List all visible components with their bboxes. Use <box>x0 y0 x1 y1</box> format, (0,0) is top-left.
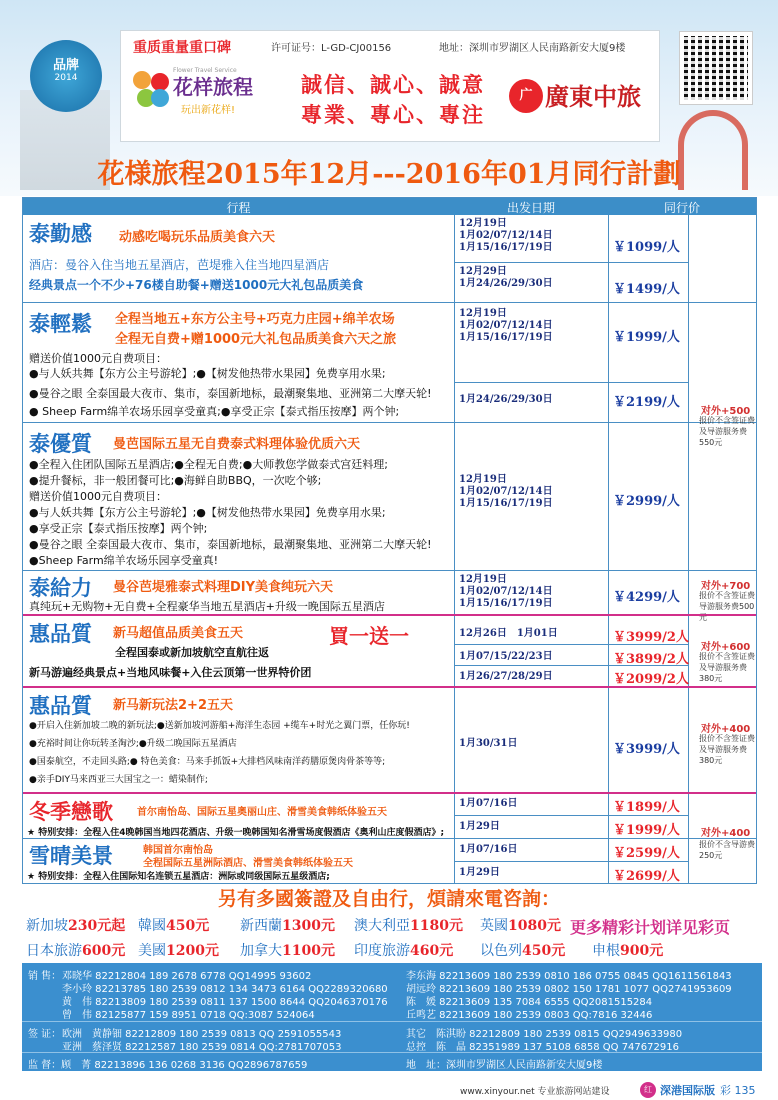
column-divider <box>454 215 455 883</box>
column-divider <box>608 215 609 883</box>
slot-divider <box>454 815 688 816</box>
header-banner <box>0 0 778 196</box>
visa-label: 签 证： <box>28 1029 62 1040</box>
tour-dates <box>459 628 558 640</box>
brand-badge <box>30 40 102 112</box>
visa-item <box>240 915 335 935</box>
extra-note: 报价不含签证费及导游服务费550元 <box>699 416 755 447</box>
visa-country: 加拿大 <box>240 943 282 959</box>
tour-dates <box>459 798 517 810</box>
motto-line-2: 專業、專心、專注 <box>301 103 485 127</box>
date-line: 1月30/31日 <box>459 738 518 749</box>
visa-price: 1200元 <box>166 943 219 959</box>
sales-contact: 丘鸣艺 82213609 180 2539 0803 QQ:7816 32446 <box>406 1010 653 1021</box>
footer <box>0 1082 778 1100</box>
row-divider <box>23 570 756 571</box>
visa-price: 1180元 <box>410 918 463 934</box>
visa-contact: 总控 陈 晶 82351989 137 5108 6858 QQ 747672916 <box>406 1042 679 1053</box>
tour-price: ￥3899/2人 <box>613 652 689 667</box>
date-line: 12月26日 1月01日 <box>459 628 558 639</box>
date-line: 1月29日 <box>459 867 500 878</box>
date-line: 1月02/07/12/14日 <box>459 230 553 241</box>
visa-country: 以色列 <box>480 943 522 959</box>
extra-fee: 对外+600 <box>701 642 751 653</box>
date-line: 1月29日 <box>459 821 500 832</box>
row-divider <box>23 422 756 423</box>
visa-country: 新西蘭 <box>240 918 282 934</box>
footer-url[interactable]: www.xinyour.net 专业旅游网站建设 <box>460 1087 610 1097</box>
tour-detail: ● Sheep Farm绵羊农场乐园享受童真;●享受正宗【泰式指压按摩】两个钟; <box>29 405 400 418</box>
tour-tagline: 动感吃喝玩乐品质美食六天 <box>119 230 276 245</box>
tour-price: ￥2599/人 <box>613 846 680 861</box>
date-line: 12月19日 <box>459 574 507 585</box>
date-line: 12月19日 <box>459 308 507 319</box>
sales-contact: 邓晓华 82212804 189 2678 6778 QQ14995 93602 <box>62 971 312 982</box>
sales-contact: 黄 伟 82213809 180 2539 0811 137 1500 8644 QQ2046370176 <box>62 997 388 1008</box>
visa-item <box>480 940 565 960</box>
visa-item <box>354 940 453 960</box>
date-line: 1月02/07/12/14日 <box>459 320 553 331</box>
date-line: 1月07/16日 <box>459 844 518 855</box>
flower-logo-icon <box>133 71 171 109</box>
row-divider <box>23 838 756 839</box>
divider <box>22 1021 762 1022</box>
tour-price: ￥2999/人 <box>613 494 680 509</box>
tour-detail: ●充裕时间让你玩转圣淘沙;●升级二晚国际五星酒店 <box>29 739 237 749</box>
table-header <box>23 198 756 215</box>
date-line: 1月24/26/29/30日 <box>459 394 553 405</box>
extra-fee: 对外+700 <box>701 581 751 592</box>
tour-dates <box>459 738 517 750</box>
row-divider <box>23 792 756 794</box>
tour-detail: ●全程入住团队国际五星酒店;●全程无自费;●大师教您学做泰式宫廷料理; <box>29 458 388 471</box>
tour-tagline: 新马新玩法2+2五天 <box>113 698 233 713</box>
visa-price: 900元 <box>620 943 664 959</box>
tour-tagline: 全程当地五+东方公主号+巧克力庄园+绵羊农场 <box>115 312 395 327</box>
visa-item <box>26 915 125 935</box>
page-number: 彩 135 <box>720 1084 756 1097</box>
tour-name: 雪晴美景 <box>29 843 113 868</box>
tour-name: 泰勤感 <box>29 221 92 246</box>
sales-contact: 陈 媛 82213609 135 7084 6555 QQ2081515284 <box>406 997 653 1008</box>
tour-dates <box>459 671 553 683</box>
extra-note: 报价不含导游费250元 <box>699 840 755 860</box>
visa-price: 460元 <box>410 943 454 959</box>
visa-item <box>240 940 335 960</box>
visa-contact: 欧洲 黄静钿 82212809 180 2539 0813 QQ 2591055543 <box>62 1029 342 1040</box>
sales-label: 销 售： <box>28 971 62 982</box>
logo-chinese: 花样旅程 <box>173 75 253 99</box>
extra-note: 报价不含签证费及导游服务费380元 <box>699 734 755 765</box>
column-divider <box>688 215 689 883</box>
tour-detail: ●提升餐标，非一般团餐可比;●海鲜自助BBQ，一次吃个够; <box>29 474 322 487</box>
tour-detail: ●Sheep Farm绵羊农场乐园享受童真! <box>29 554 219 567</box>
tour-detail: 真纯玩+无购物+无自费+全程豪华当地五星酒店+升级一晚国际五星酒店 <box>29 600 385 613</box>
tour-name: 惠品質 <box>29 621 92 646</box>
extra-fee: 对外+500 <box>701 406 751 417</box>
tour-detail: ●曼谷之眼 全泰国最大夜市、集市，泰国新地标，最潮聚集地、亚洲第二大摩天轮! <box>29 538 432 551</box>
tour-dates <box>459 867 500 879</box>
tour-detail: ★ 特别安排：全程入住4晚韩国当地四花酒店、升级一晚韩国知名滑雪场度假酒店《奥利山庄度假酒店》; <box>27 828 445 838</box>
tour-price: ￥1999/人 <box>613 330 680 345</box>
extra-fee: 对外+400 <box>701 724 751 735</box>
visa-country: 美國 <box>138 943 166 959</box>
tour-tagline: 曼谷芭堤雅泰式料理DIY美食纯玩六天 <box>113 580 334 595</box>
tour-price: ￥4299/人 <box>613 590 680 605</box>
badge-text: 品牌 <box>52 58 79 73</box>
tour-detail: 经典景点一个不少+76楼自助餐+赠送1000元大礼包品质美食 <box>29 278 364 292</box>
visa-country: 申根 <box>592 943 620 959</box>
motto-line-1: 誠信、誠心、誠意 <box>301 73 485 97</box>
license-number: 许可证号：L-GD-CJ00156 <box>271 43 392 54</box>
visa-item <box>138 915 209 935</box>
date-line: 1月02/07/12/14日 <box>459 486 553 497</box>
badge-year: 2014 <box>54 73 78 83</box>
visa-country: 印度旅游 <box>354 943 410 959</box>
visa-contact: 其它 陈淇盼 82212809 180 2539 0815 QQ2949633980 <box>406 1029 683 1040</box>
tour-detail: ●亲手DIY马来西亚三大国宝之一：蜡染制作; <box>29 775 208 785</box>
tour-dates <box>459 844 517 856</box>
tour-tagline: 新马超值品质美食五天 <box>113 626 244 641</box>
extra-note: 报价不含签证费及导游服务费380元 <box>699 652 755 683</box>
slot-divider <box>454 861 688 862</box>
date-line: 1月26/27/28/29日 <box>459 671 553 682</box>
visa-item <box>138 940 219 960</box>
tour-dates <box>459 821 500 833</box>
tour-price: ￥1899/人 <box>613 800 680 815</box>
tour-detail: ●国泰航空，不走回头路;● 特色美食：马来手抓饭+大排档风味南洋药膳原煲肉骨茶等等; <box>29 757 386 767</box>
footer-logo-icon: 红 <box>640 1082 656 1098</box>
date-line: 12月19日 <box>459 218 507 229</box>
partner-logo-icon: 广 <box>509 79 543 113</box>
date-line: 1月07/15/22/23日 <box>459 651 553 662</box>
divider <box>22 1052 762 1053</box>
tour-tagline: 曼芭国际五星无自费泰式料理体验优质六天 <box>113 437 361 452</box>
slogan: 重质重量重口碑 <box>133 40 231 56</box>
visa-country: 韓國 <box>138 918 166 934</box>
supervisor-contact: 监 督：顾 菁 82213896 136 0268 3136 QQ2896787659 <box>28 1060 308 1071</box>
tour-dates <box>459 218 553 254</box>
tour-tagline: 全程国际五星洲际酒店、滑雪美食韩纸体验五天 <box>143 858 353 869</box>
more-plans-note: 更多精彩计划详见彩页 <box>570 918 731 937</box>
tour-detail: ●与人妖共舞【东方公主号游轮】;●【树发他热带水果园】免费享用水果; <box>29 367 386 380</box>
company-address: 地址：深圳市罗湖区人民南路新安大厦9楼 <box>439 43 626 54</box>
header-route: 行程 <box>226 201 251 215</box>
row-divider <box>23 302 756 303</box>
visa-country: 澳大利亞 <box>354 918 410 934</box>
visa-item <box>26 940 125 960</box>
extra-note: 报价不含签证费导游服务费500元 <box>699 591 755 622</box>
header-dates: 出发日期 <box>506 201 555 215</box>
date-line: 1月07/16日 <box>459 798 518 809</box>
tour-detail: ●与人妖共舞【东方公主号游轮】;●【树发他热带水果园】免费享用水果; <box>29 506 386 519</box>
footer-brand: 深港国际版 <box>660 1084 715 1097</box>
tour-tagline: 全程无自费+赠1000元大礼包品质美食六天之旅 <box>115 332 397 347</box>
page-title: 花様旅程2015年12月---2016年01月同行計劃 <box>97 159 681 190</box>
sales-contact: 李小玲 82213785 180 2539 0812 134 3473 6164 QQ2289320680 <box>62 984 388 995</box>
visa-country: 英國 <box>480 918 508 934</box>
tour-table <box>22 197 757 884</box>
logo-tagline: 玩出新花样! <box>181 105 236 116</box>
date-line: 1月24/26/29/30日 <box>459 278 553 289</box>
visa-price: 1300元 <box>282 918 335 934</box>
date-line: 1月15/16/17/19日 <box>459 498 553 509</box>
visa-item <box>592 940 663 960</box>
date-line: 1月15/16/17/19日 <box>459 242 553 253</box>
partner-name: 廣東中旅 <box>545 82 641 111</box>
tour-dates <box>459 266 553 290</box>
qr-code-icon <box>680 32 752 104</box>
visa-price: 600元 <box>82 943 126 959</box>
tour-detail: 新马游遍经典景点+当地风味餐+入住云顶第一世界特价团 <box>29 666 312 679</box>
company-info-box <box>120 30 660 142</box>
office-address: 地 址：深圳市罗湖区人民南路新安大厦9楼 <box>406 1060 603 1071</box>
date-line: 12月29日 <box>459 266 507 277</box>
tour-detail: ★ 特别安排：全程入住国际知名连锁五星酒店：洲际或同级国际五星级酒店; <box>27 872 330 882</box>
tour-detail: 赠送价值1000元自费项目： <box>29 490 167 503</box>
visa-price: 1100元 <box>282 943 335 959</box>
row-divider <box>23 614 756 616</box>
tour-tagline: 首尔南怡岛、国际五星奥丽山庄、滑雪美食韩纸体验五天 <box>137 807 387 818</box>
slot-divider <box>454 382 688 383</box>
tour-price: ￥1999/人 <box>613 823 680 838</box>
tour-dates <box>459 474 553 510</box>
logo-english: Flower Travel Service <box>173 67 237 74</box>
visa-price: 230元起 <box>68 918 126 934</box>
date-line: 1月15/16/17/19日 <box>459 332 553 343</box>
tour-price: ￥2699/人 <box>613 869 680 884</box>
visa-heading: 另有多國簽證及自由行，煩請來電咨詢： <box>217 888 560 910</box>
tour-name: 泰優質 <box>29 431 92 456</box>
visa-price: 450元 <box>166 918 210 934</box>
tour-detail: ●曼谷之眼 全泰国最大夜市、集市，泰国新地标，最潮聚集地、亚洲第二大摩天轮! <box>29 387 432 400</box>
tour-name: 惠品質 <box>29 693 92 718</box>
tour-name: 泰給力 <box>29 575 92 600</box>
tour-detail: ●开启入住新加坡二晚的新玩法;●送新加坡河游船+海洋生态园 +缆车+时光之翼门票，任你玩! <box>29 721 410 731</box>
sales-contact: 李东海 82213609 180 2539 0810 186 0755 0845 QQ1611561843 <box>406 971 732 982</box>
tour-price: ￥1499/人 <box>613 282 680 297</box>
tour-detail: ●享受正宗【泰式指压按摩】两个钟; <box>29 522 208 535</box>
tour-dates <box>459 394 553 406</box>
date-line: 1月02/07/12/14日 <box>459 586 553 597</box>
date-line: 1月15/16/17/19日 <box>459 598 553 609</box>
header-price: 同行价 <box>663 201 700 215</box>
date-line: 12月19日 <box>459 474 507 485</box>
visa-price: 450元 <box>522 943 566 959</box>
tour-price: ￥2099/2人 <box>613 672 689 687</box>
tour-dates <box>459 651 553 663</box>
tour-price: ￥1099/人 <box>613 240 680 255</box>
visa-price: 1080元 <box>508 918 561 934</box>
tour-name: 泰輕鬆 <box>29 311 92 336</box>
tour-dates <box>459 308 553 344</box>
visa-contact: 亚洲 蔡泽贤 82212587 180 2539 0814 QQ:2781707053 <box>62 1042 342 1053</box>
tour-price: ￥3999/人 <box>613 742 680 757</box>
visa-country: 日本旅游 <box>26 943 82 959</box>
tour-name: 冬季戀歌 <box>29 799 113 824</box>
visa-item <box>480 915 561 935</box>
contact-panel <box>22 963 762 1071</box>
tour-price: ￥2199/人 <box>613 395 680 410</box>
sales-contact: 胡远玲 82213609 180 2539 0802 150 1781 1077 QQ2741953609 <box>406 984 732 995</box>
tour-detail: 全程国泰或新加坡航空直航往返 <box>115 646 269 659</box>
visa-item <box>354 915 463 935</box>
tour-detail: 酒店：曼谷入住当地五星酒店，芭堤雅入住当地四星酒店 <box>29 258 330 272</box>
slot-divider <box>454 262 688 263</box>
tour-price: ￥3999/2人 <box>613 630 689 645</box>
sales-contact: 曾 伟 82125877 159 8951 0718 QQ:3087 524064 <box>62 1010 315 1021</box>
tour-detail: 赠送价值1000元自费项目： <box>29 352 167 365</box>
buy-one-get-one-badge: 買一送一 <box>329 624 409 648</box>
visa-country: 新加坡 <box>26 918 68 934</box>
tour-tagline: 韩国首尔南怡岛 <box>143 845 213 856</box>
tour-dates <box>459 574 553 610</box>
extra-fee: 对外+400 <box>701 828 751 839</box>
